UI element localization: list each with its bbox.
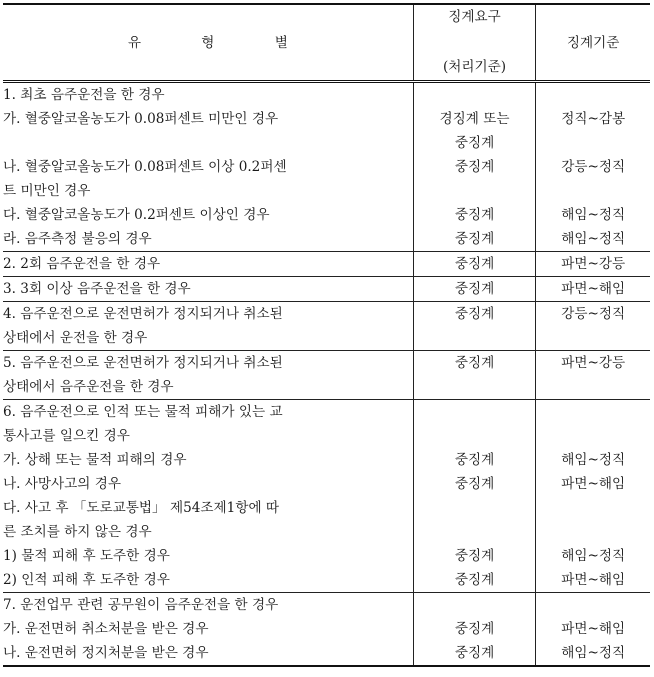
row-request bbox=[413, 375, 536, 400]
row-text: 2) 인적 피해 후 도주한 경우 bbox=[3, 568, 413, 593]
table-row bbox=[3, 448, 650, 472]
row-request: 경징계 또는 bbox=[413, 107, 536, 131]
table-row bbox=[3, 593, 650, 618]
table-row bbox=[3, 496, 650, 520]
row-text: 른 조치를 하지 않은 경우 bbox=[3, 520, 413, 544]
row-request bbox=[413, 179, 536, 203]
row-text: 가. 상해 또는 물적 피해의 경우 bbox=[3, 448, 413, 472]
row-standard bbox=[536, 326, 650, 351]
row-request: 중징계 bbox=[413, 203, 536, 227]
table-row bbox=[3, 375, 650, 400]
row-text bbox=[3, 131, 413, 155]
row-request: 중징계 bbox=[413, 448, 536, 472]
table-row bbox=[3, 131, 650, 155]
table-row bbox=[3, 302, 650, 327]
table-row bbox=[3, 641, 650, 666]
row-standard bbox=[536, 520, 650, 544]
row-standard: 파면~해임 bbox=[561, 621, 626, 637]
row-request: 중징계 bbox=[413, 641, 536, 666]
row-request: 중징계 bbox=[413, 277, 536, 302]
row-standard bbox=[536, 424, 650, 448]
row-standard bbox=[536, 496, 650, 520]
table-row bbox=[3, 179, 650, 203]
row-standard: 해임~정직 bbox=[561, 231, 626, 247]
row-text: 가. 운전면허 취소처분을 받은 경우 bbox=[3, 617, 413, 641]
row-standard bbox=[536, 82, 650, 108]
row-text: 4. 음주운전으로 운전면허가 정지되거나 취소된 bbox=[3, 302, 413, 327]
row-text: 나. 혈중알코올농도가 0.08퍼센트 이상 0.2퍼센 bbox=[3, 155, 413, 179]
table-row bbox=[3, 472, 650, 496]
discipline-table bbox=[3, 3, 650, 667]
row-text: 나. 사망사고의 경우 bbox=[3, 472, 413, 496]
table-row bbox=[3, 424, 650, 448]
row-standard: 파면~강등 bbox=[536, 252, 650, 277]
table-row bbox=[3, 277, 650, 302]
row-standard: 해임~정직 bbox=[561, 548, 626, 564]
row-request: 중징계 bbox=[413, 131, 536, 155]
row-request: 중징계 bbox=[413, 568, 536, 593]
row-request bbox=[413, 82, 536, 108]
row-request: 중징계 bbox=[413, 155, 536, 179]
row-standard: 강등~정직 bbox=[536, 302, 650, 327]
row-request bbox=[413, 593, 536, 618]
row-text: 상태에서 음주운전을 한 경우 bbox=[3, 375, 413, 400]
row-request: 중징계 bbox=[413, 227, 536, 252]
table-row bbox=[3, 227, 650, 252]
row-text: 3. 3회 이상 음주운전을 한 경우 bbox=[3, 277, 413, 302]
row-standard: 해임~정직 bbox=[536, 641, 650, 666]
row-standard bbox=[536, 131, 650, 155]
row-text: 상태에서 운전을 한 경우 bbox=[3, 326, 413, 351]
row-request bbox=[413, 424, 536, 448]
row-request bbox=[413, 520, 536, 544]
header-row bbox=[3, 4, 650, 82]
row-standard bbox=[536, 179, 650, 203]
row-text: 다. 사고 후 「도로교통법」 제54조제1항에 따 bbox=[3, 496, 413, 520]
header-request-line1: 징계요구 bbox=[448, 9, 501, 25]
row-standard: 파면~해임 bbox=[536, 277, 650, 302]
table-row bbox=[3, 82, 650, 108]
row-standard: 파면~해임 bbox=[561, 572, 626, 588]
row-text: 라. 음주측정 불응의 경우 bbox=[3, 227, 413, 252]
row-request: 중징계 bbox=[413, 472, 536, 496]
row-text: 7. 운전업무 관련 공무원이 음주운전을 한 경우 bbox=[3, 593, 413, 618]
row-text: 1) 물적 피해 후 도주한 경우 bbox=[3, 544, 413, 568]
table-row bbox=[3, 155, 650, 179]
header-standard: 징계기준 bbox=[536, 4, 650, 82]
table-row bbox=[3, 617, 650, 641]
row-request: 중징계 bbox=[413, 617, 536, 641]
table-row bbox=[3, 520, 650, 544]
table-row bbox=[3, 107, 650, 131]
header-request-line2: (처리기준) bbox=[442, 59, 507, 75]
row-standard: 해임~정직 bbox=[561, 207, 626, 223]
row-request: 중징계 bbox=[413, 302, 536, 327]
table-row bbox=[3, 326, 650, 351]
row-request bbox=[413, 400, 536, 425]
row-standard: 강등~정직 bbox=[561, 159, 626, 175]
table-row bbox=[3, 544, 650, 568]
row-text: 2. 2회 음주운전을 한 경우 bbox=[3, 252, 413, 277]
row-standard: 파면~강등 bbox=[536, 351, 650, 376]
row-request: 중징계 bbox=[413, 544, 536, 568]
row-text: 다. 혈중알코올농도가 0.2퍼센트 이상인 경우 bbox=[3, 203, 413, 227]
row-text: 가. 혈중알코올농도가 0.08퍼센트 미만인 경우 bbox=[3, 107, 413, 131]
row-text: 5. 음주운전으로 운전면허가 정지되거나 취소된 bbox=[3, 351, 413, 376]
row-standard: 파면~해임 bbox=[561, 476, 626, 492]
row-request bbox=[413, 496, 536, 520]
row-request: 중징계 bbox=[413, 252, 536, 277]
row-standard: 정직~감봉 bbox=[561, 111, 626, 127]
table-row bbox=[3, 400, 650, 425]
header-request bbox=[413, 4, 536, 82]
row-text: 6. 음주운전으로 인적 또는 물적 피해가 있는 교 bbox=[3, 400, 413, 425]
row-standard: 해임~정직 bbox=[561, 452, 626, 468]
table-row bbox=[3, 252, 650, 277]
table-row bbox=[3, 351, 650, 376]
row-standard bbox=[536, 593, 650, 618]
row-standard bbox=[536, 400, 650, 425]
table-row bbox=[3, 568, 650, 593]
row-text: 나. 운전면허 정지처분을 받은 경우 bbox=[3, 641, 413, 666]
row-text: 1. 최초 음주운전을 한 경우 bbox=[3, 82, 413, 108]
row-text: 트 미만인 경우 bbox=[3, 179, 413, 203]
row-request bbox=[413, 326, 536, 351]
row-text: 통사고를 일으킨 경우 bbox=[3, 424, 413, 448]
header-type: 유 형 별 bbox=[3, 4, 413, 82]
row-standard bbox=[536, 375, 650, 400]
row-request: 중징계 bbox=[413, 351, 536, 376]
table-row bbox=[3, 203, 650, 227]
